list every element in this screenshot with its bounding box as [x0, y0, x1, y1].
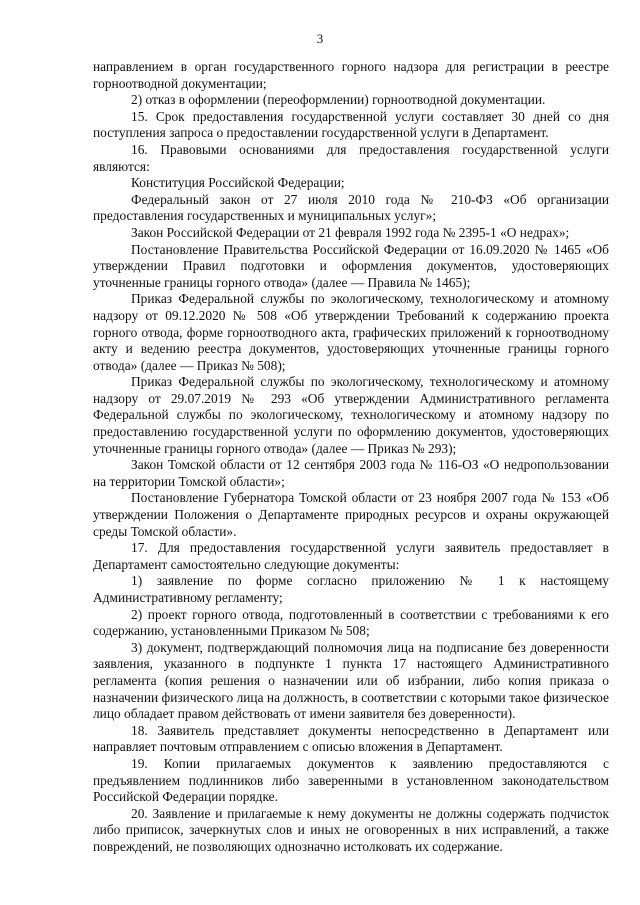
paragraph: 20. Заявление и прилагаемые к нему документы не должны содержать подчисток либо приписок, зачеркнутых слов и иных не оговоренных в них исправлений, а также повреждений, не позволяющих однозначно истолковать их содержание. — [93, 805, 609, 854]
document-body — [93, 59, 609, 856]
paragraph: Постановление Губернатора Томской области от 23 ноября 2007 года № 153 «Об утверждении Положения о Департаменте природных ресурсов и охраны окружающей среды Томской области». — [93, 490, 609, 539]
paragraph: Приказ Федеральной службы по экологическому, технологическому и атомному надзору от 29.07.2019 № 293 «Об утверждении Административного регламента Федеральной службы по экологическому, технологическому и атомному надзору по предоставлению государственной услуги по оформлению документов, удостоверяющих уточненные границы горного отвода» (далее — Приказ № 293); — [93, 374, 609, 456]
page-number: 3 — [316, 31, 324, 46]
paragraph: 1) заявление по форме согласно приложению № 1 к настоящему Административному регламенту; — [93, 573, 609, 605]
paragraph: Закон Томской области от 12 сентября 2003 года № 116-ОЗ «О недропользовании на территории Томской области»; — [93, 457, 609, 489]
paragraph: 2) отказ в оформлении (переоформлении) горноотводной документации. — [131, 92, 546, 108]
paragraph: Федеральный закон от 27 июля 2010 года № 210-ФЗ «Об организации предоставления государственных и муниципальных услуг»; — [93, 191, 609, 224]
paragraph: Конституция Российской Федерации; — [131, 175, 345, 191]
paragraph: 18. Заявитель представляет документы непосредственно в Департамент или направляет почтовым отправлением с описью вложения в Департамент. — [93, 722, 609, 755]
paragraph: Постановление Правительства Российской Федерации от 16.09.2020 № 1465 «Об утверждении Правил подготовки и оформления документов, удостоверяющих уточненные границы горного отвода» (далее — Правила № 1465); — [93, 241, 609, 290]
paragraph: 16. Правовыми основаниями для предоставления государственной услуги являются: — [93, 141, 609, 174]
paragraph: Закон Российской Федерации от 21 февраля 1992 года № 2395-1 «О недрах»; — [131, 224, 570, 240]
paragraph: 15. Срок предоставления государственной услуги составляет 30 дней со дня поступления запроса о предоставлении государственной услуги в Департамент. — [93, 108, 609, 141]
paragraph: направлением в орган государственного горного надзора для регистрации в реестре горноотводной документации; — [93, 59, 609, 91]
paragraph: 3) документ, подтверждающий полномочия лица на подписание без доверенности заявления, указанного в подпункте 1 пункта 17 настоящего Административного регламента (копия решения о назначении или об избрании, либо копия приказа о назначении физического лица на должность, в соответствии с которыми такое физическое лицо обладает правом действовать от имени заявителя без доверенности). — [93, 639, 609, 722]
paragraph: 19. Копии прилагаемых документов к заявлению предоставляются с предъявлением подлинников либо заверенными в установленном законодательством Российской Федерации порядке. — [93, 755, 609, 805]
paragraph: 2) проект горного отвода, подготовленный в соответствии с требованиями к его содержанию, установленными Приказом № 508; — [93, 606, 609, 639]
paragraph: Приказ Федеральной службы по экологическому, технологическому и атомному надзору от 09.12.2020 № 508 «Об утверждении Требований к содержанию проекта горного отвода, форме горноотводного акта, графических приложений к горноотводному акту и ведению реестра документов, удостоверяющих уточненные границы горного отвода» (далее — Приказ № 508); — [93, 291, 609, 373]
paragraph: 17. Для предоставления государственной услуги заявитель предоставляет в Департамент самостоятельно следующие документы: — [93, 540, 609, 572]
